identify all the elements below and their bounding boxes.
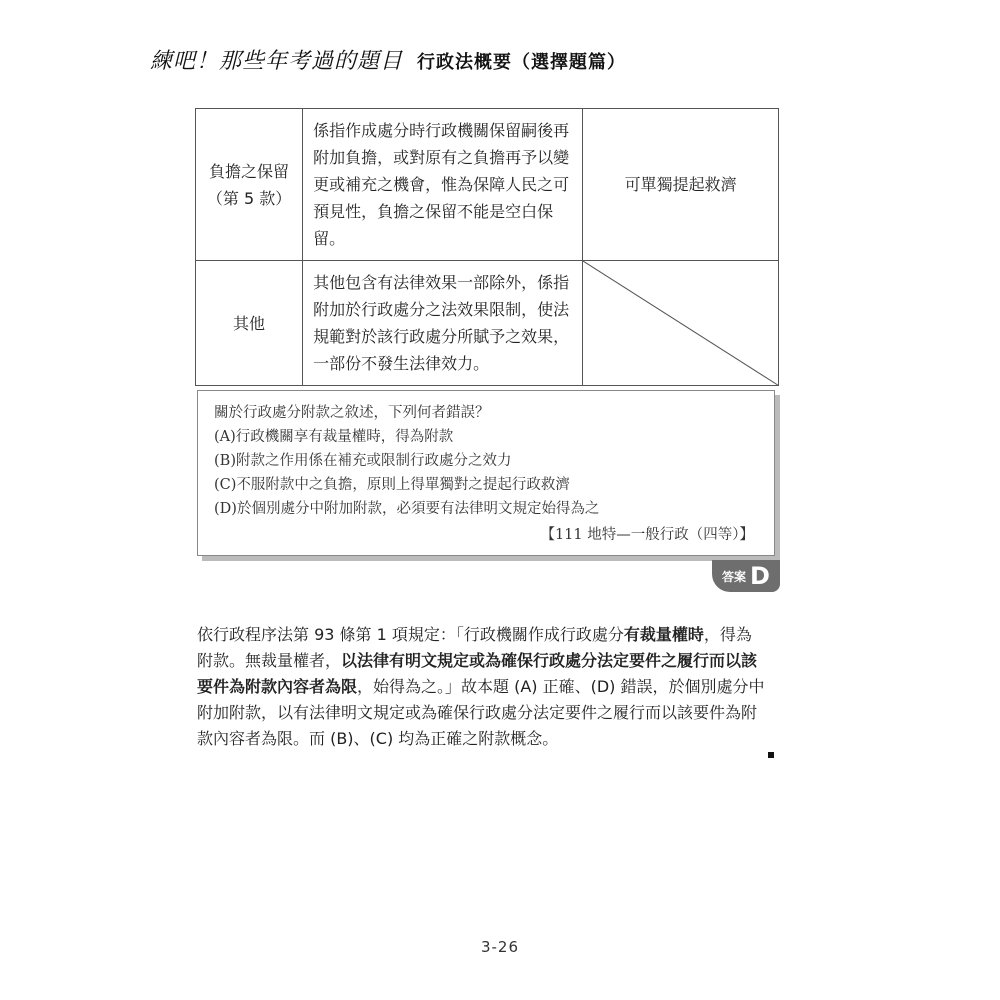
- explanation-line: [197, 622, 780, 648]
- question-stem: 關於行政處分附款之敘述，下列何者錯誤？: [214, 405, 490, 421]
- desc-line: 係指作成處分時行政機關保留嗣後再: [313, 121, 570, 140]
- term-line: 負擔之保留: [209, 161, 290, 181]
- quoted-text: 行政機關作成行政處分: [463, 625, 624, 644]
- desc-line: 附加於行政處分之法效果限制，使法: [313, 300, 570, 319]
- desc-line: 留。: [313, 229, 346, 248]
- text-run: 依行政程序法第 93 條第 1 項規定：「: [197, 625, 464, 644]
- text-run: ，始得為之。」故本題 (A) 正確、(D) 錯誤，於個別處分中: [357, 677, 765, 696]
- answer-badge: [712, 560, 780, 592]
- answer-value: D: [750, 562, 770, 590]
- table-row: [196, 261, 779, 386]
- option-d: (D)於個別處分中附加附款，必須要有法律明文規定始得為之: [214, 501, 600, 517]
- emphasized-text: 以法律有明文規定或為確保行政處分法定要件之履行而以該: [341, 651, 758, 670]
- emphasized-text: 有裁量權時: [623, 625, 704, 644]
- term-cell: [196, 261, 303, 386]
- table-row: [196, 109, 779, 261]
- end-mark: [768, 752, 774, 758]
- term-line: （第 5 款）: [206, 188, 292, 208]
- explanation-line: [197, 648, 780, 674]
- exam-question-box: [197, 390, 775, 556]
- explanation-line: [197, 674, 780, 700]
- description-cell: [303, 109, 583, 261]
- question-source: 【111 地特—一般行政（四等）】: [540, 527, 754, 543]
- series-title: 練吧！那些年考過的題目: [150, 49, 404, 74]
- option-c: (C)不服附款中之負擔，原則上得單獨對之提起行政救濟: [214, 477, 570, 493]
- explanation-line: 附加附款，以有法律明文規定或為確保行政處分法定要件之履行而以該要件為附: [197, 703, 758, 722]
- quoted-text: 附款。無裁量權者，: [197, 651, 342, 670]
- explanation-text: [197, 622, 780, 752]
- remedy-cell: 可單獨提起救濟: [583, 109, 779, 261]
- desc-line: 其他包含有法律效果一部除外，係指: [313, 273, 570, 292]
- option-a: (A)行政機關享有裁量權時，得為附款: [214, 429, 454, 445]
- diagonal-line: [583, 261, 778, 385]
- description-cell: [303, 261, 583, 386]
- term-cell: [196, 109, 303, 261]
- desc-line: 附加負擔，或對原有之負擔再予以變: [313, 148, 570, 167]
- page-number: 3-26: [480, 938, 520, 956]
- desc-line: 規範對於該行政處分所賦予之效果，: [313, 327, 570, 346]
- quoted-text: ，得為: [703, 625, 752, 644]
- desc-line: 一部份不發生法律效力。: [313, 354, 490, 373]
- emphasized-text: 要件為附款內容者為限: [197, 677, 358, 696]
- option-b: (B)附款之作用係在補充或限制行政處分之效力: [214, 453, 512, 469]
- answer-label: 答案: [722, 569, 747, 584]
- empty-diagonal-cell: [583, 261, 779, 386]
- term-line: 其他: [233, 313, 266, 333]
- desc-line: 更或補充之機會，惟為保障人民之可: [313, 175, 570, 194]
- book-title: 行政法概要（選擇題篇）: [417, 52, 627, 73]
- explanation-line: 款內容者為限。而 (B)、(C) 均為正確之附款概念。: [197, 729, 559, 748]
- page-header: [150, 44, 626, 75]
- attachment-type-table: [195, 108, 779, 386]
- desc-line: 預見性，負擔之保留不能是空白保: [313, 202, 554, 221]
